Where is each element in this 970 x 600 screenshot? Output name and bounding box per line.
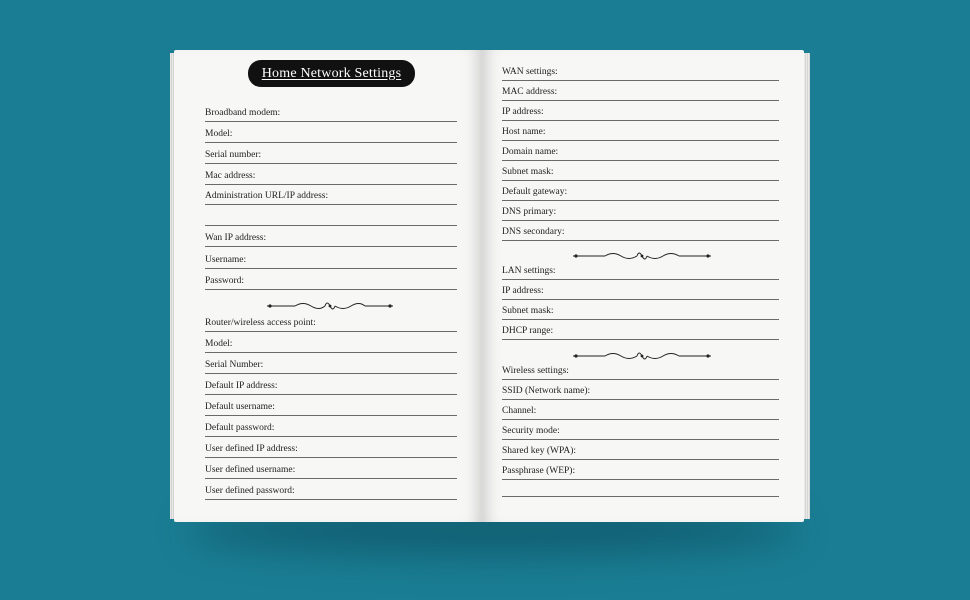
field-dns-primary: DNS primary: <box>502 206 779 221</box>
field-ssid: SSID (Network name): <box>502 385 779 400</box>
field-dns-secondary: DNS secondary: <box>502 226 779 241</box>
field-router-serial: Serial Number: <box>205 359 457 374</box>
field-modem-password: Password: <box>205 275 457 290</box>
field-wireless-settings: Wireless settings: <box>502 365 779 380</box>
field-wan-ip: Wan IP address: <box>205 232 457 247</box>
field-blank-line <box>502 482 779 497</box>
field-modem-mac: Mac address: <box>205 170 457 185</box>
field-domain-name: Domain name: <box>502 146 779 161</box>
field-lan-subnet: Subnet mask: <box>502 305 779 320</box>
field-default-ip: Default IP address: <box>205 380 457 395</box>
field-user-username: User defined username: <box>205 464 457 479</box>
field-default-username: Default username: <box>205 401 457 416</box>
field-modem-model: Model: <box>205 128 457 143</box>
field-modem-serial: Serial number: <box>205 149 457 164</box>
field-lan-settings: LAN settings: <box>502 265 779 280</box>
page-title-text: Home Network Settings <box>261 65 402 81</box>
field-shared-key: Shared key (WPA): <box>502 445 779 460</box>
field-broadband-modem: Broadband modem: <box>205 107 457 122</box>
field-security-mode: Security mode: <box>502 425 779 440</box>
field-router-model: Model: <box>205 338 457 353</box>
field-dhcp-range: DHCP range: <box>502 325 779 340</box>
field-passphrase: Passphrase (WEP): <box>502 465 779 480</box>
field-user-ip: User defined IP address: <box>205 443 457 458</box>
field-wan-mac: MAC address: <box>502 86 779 101</box>
field-admin-url-continued <box>205 211 457 226</box>
ornament-divider-right-2 <box>573 349 711 363</box>
field-wan-subnet: Subnet mask: <box>502 166 779 181</box>
ornament-divider-left <box>267 299 393 313</box>
field-default-gateway: Default gateway: <box>502 186 779 201</box>
field-lan-ip: IP address: <box>502 285 779 300</box>
field-wan-settings: WAN settings: <box>502 66 779 81</box>
page-title <box>248 60 415 87</box>
field-modem-username: Username: <box>205 254 457 269</box>
field-user-password: User defined password: <box>205 485 457 500</box>
ornament-divider-right-1 <box>573 249 711 263</box>
page-stack-right <box>803 53 810 519</box>
field-wan-ip-address: IP address: <box>502 106 779 121</box>
field-admin-url: Administration URL/IP address: <box>205 190 457 205</box>
field-host-name: Host name: <box>502 126 779 141</box>
field-router-ap: Router/wireless access point: <box>205 317 457 332</box>
field-channel: Channel: <box>502 405 779 420</box>
field-default-password: Default password: <box>205 422 457 437</box>
